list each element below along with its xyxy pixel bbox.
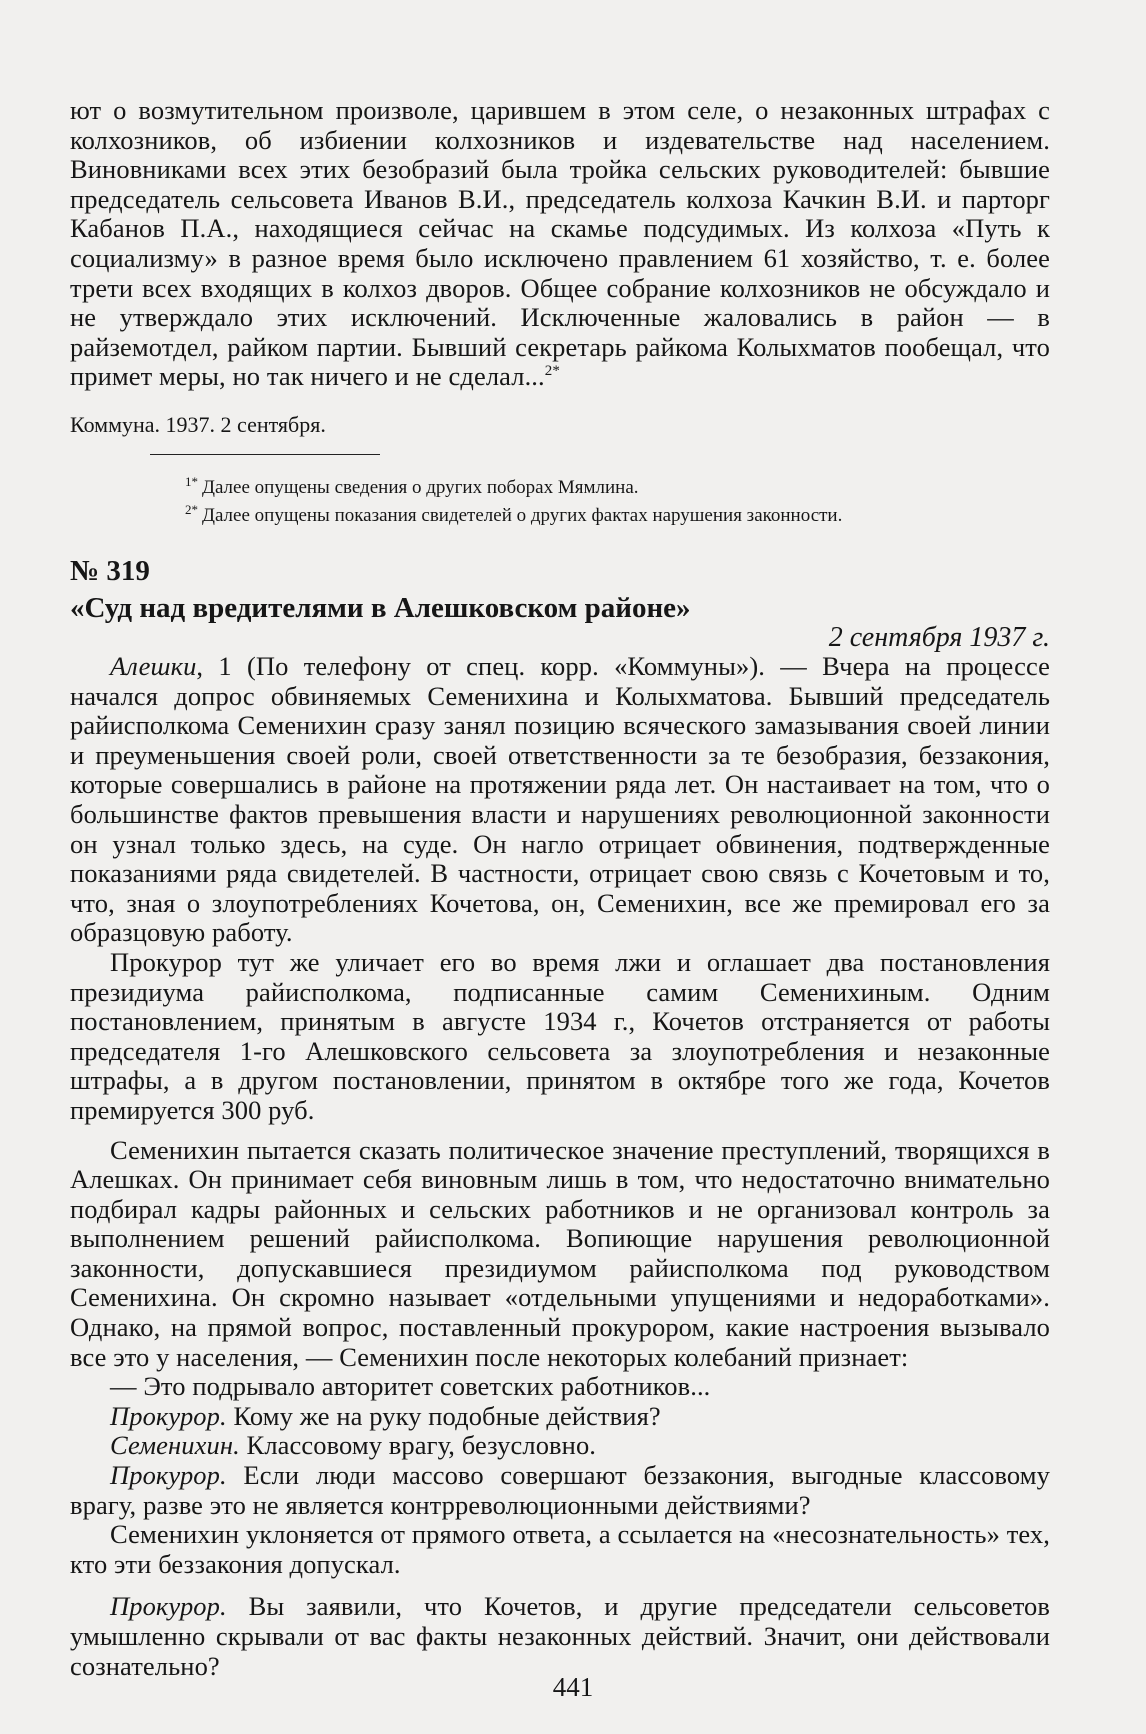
footnotes bbox=[185, 474, 1065, 530]
top-text-block bbox=[70, 96, 1050, 392]
page-number: 441 bbox=[552, 1672, 594, 1702]
dialog-line-3: Прокурор. Если люди массово совершают беззакония, выгодные классовому врагу, разве это не является контрреволюционными действиями? bbox=[70, 1460, 1050, 1520]
speaker: Прокурор. bbox=[110, 1591, 227, 1622]
speaker: Семенихин. bbox=[110, 1430, 240, 1461]
footnote-divider bbox=[150, 454, 380, 455]
speaker: Прокурор. bbox=[110, 1460, 227, 1491]
paragraph-1: Алешки, 1 (По телефону от спец. корр. «Коммуны»). — Вчера на процессе начался допрос обвиняемых Семенихина и Колыхматова. Бывший председатель райисполкома Семенихин сразу занял позицию всяческого замазывания своей линии и преуменьшения своей роли, своей ответственности за те безобразия, беззакония, которые совершались в районе на протяжении ряда лет. Он настаивает на том, что о большинстве фактов превышения власти и нарушениях революционной законности он узнал только здесь, на суде. Он нагло отрицает обвинения, подтвержденные показаниями ряда свидетелей. В частности, отрицает свою связь с Кочетовым и то, что, зная о злоупотреблениях Кочетова, он, Семенихин, все же премировал его за образцовую работу. bbox=[70, 651, 1050, 948]
paragraph-4: — Это подрывало авторитет советских работников... bbox=[110, 1371, 711, 1402]
source-citation: Коммуна. 1937. 2 сентября. bbox=[70, 412, 326, 437]
footnote-ref: 2* bbox=[544, 363, 560, 380]
dialog-line-1: Прокурор. Кому же на руку подобные действия? bbox=[110, 1400, 661, 1431]
paragraph-6: Прокурор. Вы заявили, что Кочетов, и другие председатели сельсоветов умышленно скрывали от вас факты незаконных действий. Значит, они действовали сознательно? bbox=[70, 1591, 1050, 1681]
dialog-line-2: Семенихин. Классовому врагу, безусловно. bbox=[110, 1430, 597, 1461]
footnote-1: $^{1*}$ Далее опущены сведения о других поборах Мямлина. bbox=[185, 473, 639, 498]
paragraph-3: Семенихин пытается сказать политическое значение преступлений, творящихся в Алешках. Он принимает себя виновным лишь в том, что недостаточно внимательно подбирал кадры районных и сельских работников и не организовал контроль за выполнением решений райисполкома. Вопиющие нарушения революционной законности, допускавшиеся президиумом райисполкома под руководством Семенихина. Он скромно называет «отдельными упущениями и недоработками». Однако, на прямой вопрос, поставленный прокурором, какие настроения вызывало все это у населения, — Семенихин после некоторых колебаний признает: bbox=[70, 1134, 1050, 1372]
document-number: № 319 bbox=[70, 555, 150, 587]
place-name: Алешки bbox=[110, 651, 197, 681]
speaker: Прокурор. bbox=[110, 1400, 227, 1431]
top-paragraph: ют о возмутительном произволе, царившем в этом селе, о незаконных штрафах с колхозников, об избиении колхозников и издевательстве над населением. Виновниками всех этих безобразий была тройка сельских руководителей: бывшие председатель сельсовета Иванов В.И., председатель колхоза Качкин В.И. и парторг Кабанов П.А., находящиеся сейчас на скамье подсудимых. Из колхоза «Путь к социализму» в разное время было исключено правлением 61 хозяйство, т. е. более трети всех входящих в колхоз дворов. Общее собрание колхозников не обсуждало и не утверждало этих исключений. Исключенные жаловались в район — в райземотдел, райком партии. Бывший секретарь райкома Колыхматов пообещал, что примет меры, но так ничего и не сделал...$^{2*}$ bbox=[70, 95, 1050, 392]
paragraph-5: Семенихин уклоняется от прямого ответа, а ссылается на «несознательность» тех, кто эти беззакония допускал. bbox=[70, 1519, 1050, 1579]
paragraph-2: Прокурор тут же уличает его во время лжи и оглашает два постановления президиума райисполкома, подписанные самим Семенихиным. Одним постановлением, принятым в августе 1934 г., Кочетов отстраняется от работы председателя 1-го Алешковского сельсовета за злоупотребления и незаконные штрафы, а в другом постановлении, принятом в октябре того же года, Кочетов премируется 300 руб. bbox=[70, 946, 1050, 1125]
document-date: 2 сентября 1937 г. bbox=[828, 622, 1050, 653]
main-text-block bbox=[70, 652, 1050, 1681]
footnote-2: $^{2*}$ Далее опущены показания свидетелей о других фактах нарушения законности. bbox=[185, 501, 843, 526]
document-title: «Суд над вредителями в Алешковском районе» bbox=[70, 592, 691, 624]
